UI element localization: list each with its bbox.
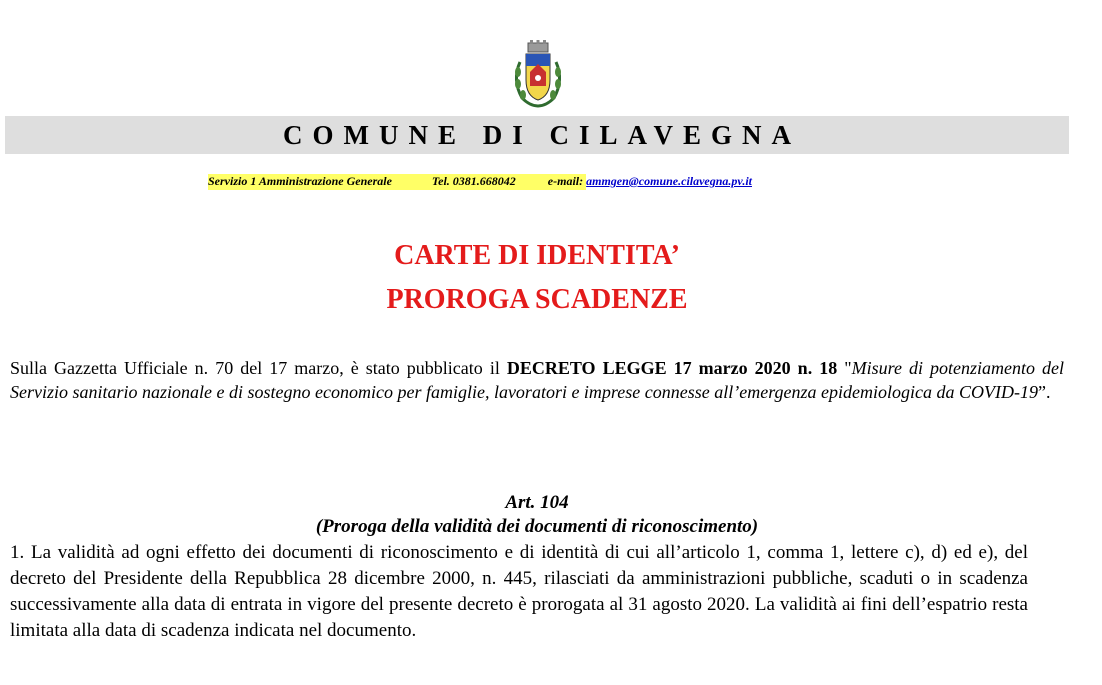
article-number: Art. 104: [505, 492, 569, 513]
header-banner: [5, 116, 1069, 154]
decree-title: Misure di potenziamento del Servizio sanitario nazionale e di sostegno economico per famiglie, lavoratori e imprese connesse all’emergenza epidemiologica da COVID-19: [10, 358, 1065, 402]
article-body: 1. La validità ad ogni effetto dei documenti di riconoscimento e di identità di cui all’articolo 1, comma 1, lettere c), d) ed e), del decreto del Presidente della Repubblica 28 dicembre 2000, n. 445, rilasciati da amministrazioni pubbliche, scaduti o in scadenza successivamente alla data di entrata in vigore del presente decreto è prorogata al 31 agosto 2020. La validità ai fini dell’espatrio resta limitata alla data di scadenza indicata nel documento.: [10, 542, 1028, 641]
intro-paragraph: [10, 356, 1064, 404]
municipality-title: COMUNE DI CILAVEGNA: [282, 119, 802, 150]
quote-close: ”.: [1038, 382, 1051, 402]
phone-number: Tel. 0381.668042: [431, 174, 516, 188]
email-label: e-mail:: [547, 174, 584, 188]
document-title: CARTE DI IDENTITA’: [394, 240, 680, 271]
decree-reference: DECRETO LEGGE 17 marzo 2020 n. 18: [506, 358, 838, 378]
office-name: Servizio 1 Amministrazione Generale: [208, 174, 392, 188]
intro-text: Sulla Gazzetta Ufficiale n. 70 del 17 marzo, è stato pubblicato il: [10, 358, 507, 378]
email-link[interactable]: ammgen@comune.cilavegna.pv.it: [586, 174, 752, 188]
quote-open: ": [837, 358, 852, 378]
article-heading: (Proroga della validità dei documenti di riconoscimento): [315, 516, 759, 537]
contact-line: [208, 174, 752, 190]
coat-of-arms-icon: [508, 40, 568, 110]
document-subtitle: PROROGA SCADENZE: [386, 284, 688, 315]
